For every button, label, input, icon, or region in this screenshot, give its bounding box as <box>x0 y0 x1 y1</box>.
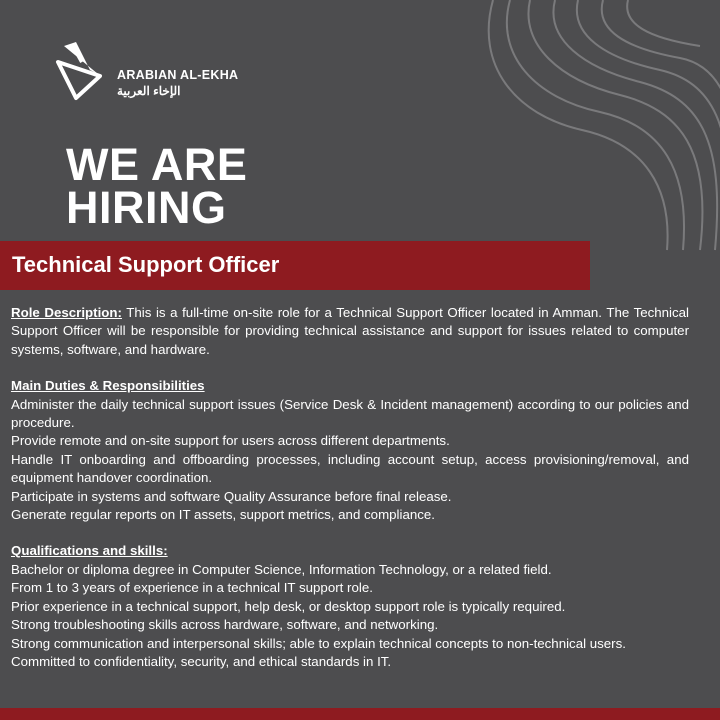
qualification-item: Prior experience in a technical support, help desk, or desktop support role is typically required. <box>11 598 566 614</box>
qualification-item: Strong communication and interpersonal skills; able to explain technical concepts to non-technical users. <box>11 635 626 651</box>
hiring-headline <box>66 139 248 233</box>
duties-section <box>11 377 689 524</box>
qualification-item: Strong troubleshooting skills across hardware, software, and networking. <box>11 617 439 633</box>
role-description <box>11 304 689 359</box>
logo-name-english: ARABIAN AL-EKHA <box>117 68 239 82</box>
qualifications-section <box>11 542 689 671</box>
role-description-section <box>11 304 689 359</box>
sail-logo-icon <box>54 40 110 102</box>
logo-name-arabic: الإخاء العربية <box>117 84 181 98</box>
duty-item: Administer the daily technical support issues (Service Desk & Incident management) according to our policies and procedure. <box>11 396 689 431</box>
duty-item: Handle IT onboarding and offboarding processes, including account setup, access provisioning/removal, and equipment handover coordination. <box>11 451 689 486</box>
job-title-banner <box>0 241 590 290</box>
duties-heading: Main Duties & Responsibilities <box>11 378 205 394</box>
bottom-accent-bar <box>0 708 720 720</box>
role-description-heading: Role Description: <box>11 305 122 320</box>
duty-item: Generate regular reports on IT assets, support metrics, and compliance. <box>11 507 435 523</box>
headline-line-2: HIRING <box>66 182 227 233</box>
company-logo <box>54 40 274 110</box>
qualifications-heading: Qualifications and skills: <box>11 543 168 559</box>
qualification-item: From 1 to 3 years of experience in a technical IT support role. <box>11 580 373 596</box>
duty-item: Participate in systems and software Quality Assurance before final release. <box>11 488 452 504</box>
duty-item: Provide remote and on-site support for users across different departments. <box>11 433 450 449</box>
job-title: Technical Support Officer <box>12 252 280 277</box>
role-description-text: This is a full-time on-site role for a Technical Support Officer located in Amman. The Technical Support Officer will be responsible for providing technical assistance and support for issues related to computer systems, software, and hardware. <box>11 305 689 357</box>
job-description <box>11 304 689 689</box>
qualification-item: Committed to confidentiality, security, and ethical standards in IT. <box>11 653 392 669</box>
qualification-item: Bachelor or diploma degree in Computer Science, Information Technology, or a related field. <box>11 561 552 577</box>
headline-line-1: WE ARE <box>66 139 248 190</box>
